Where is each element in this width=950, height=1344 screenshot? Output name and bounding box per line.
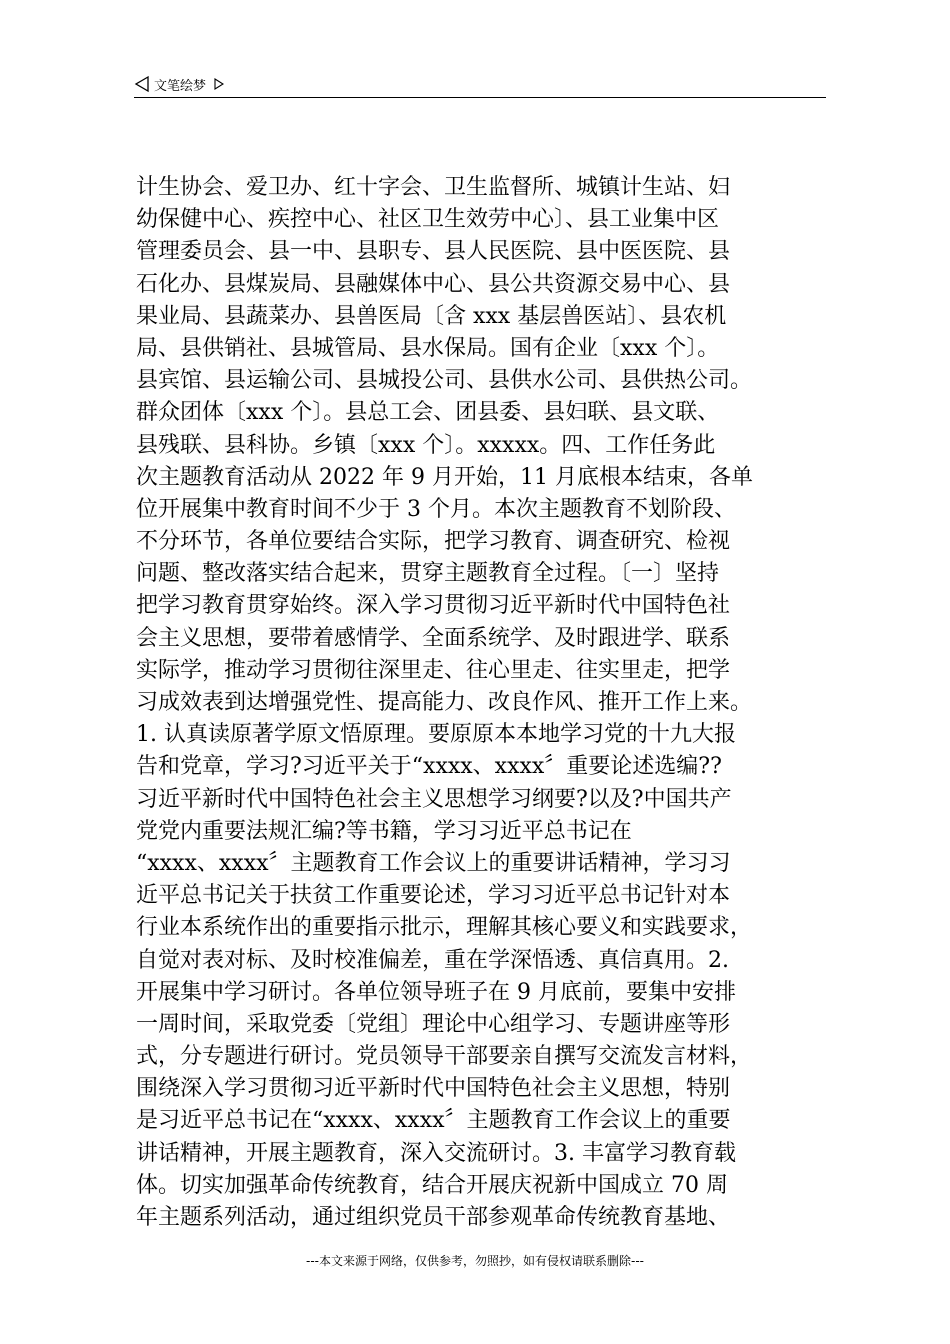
text-line: 讲话精神，开展主题教育，深入交流研讨。3. 丰富学习教育载 [136, 1140, 736, 1166]
text-line: 告和党章，学习?习近平关于“xxxx、xxxx〞重要论述选编?? [136, 754, 722, 780]
text-line: 党党内重要法规汇编?等书籍，学习习近平总书记在 [136, 818, 632, 844]
text-line: 习近平新时代中国特色社会主义思想学习纲要?以及?中国共产 [136, 786, 732, 812]
text-line: 是习近平总书记在“xxxx、xxxx〞主题教育工作会议上的重要 [136, 1108, 731, 1134]
text-line: 石化办、县煤炭局、县融媒体中心、县公共资源交易中心、县 [136, 271, 731, 297]
text-line: 习成效表到达增强党性、提高能力、改良作风、推开工作上来。 [136, 690, 753, 715]
header-divider [134, 97, 826, 98]
text-line: 把学习教育贯穿始终。深入学习贯彻习近平新时代中国特色社 [136, 593, 731, 619]
header-title: 文笔绘梦 [154, 78, 207, 94]
text-line: “xxxx、xxxx〞主题教育工作会议上的重要讲话精神，学习习 [136, 850, 731, 876]
text-line: 次主题教育活动从 2022 年 9 月开始，11 月底根本结束，各单 [136, 464, 753, 490]
text-line: 体。切实加强革命传统教育，结合开展庆祝新中国成立 70 周 [136, 1172, 728, 1198]
text-line: 近平总书记关于扶贫工作重要论述，学习习近平总书记针对本 [136, 883, 731, 909]
text-line: 行业本系统作出的重要指示批示，理解其核心要义和实践要求， [136, 915, 753, 941]
text-line: 开展集中学习研讨。各单位领导班子在 9 月底前，要集中安排 [136, 979, 736, 1005]
text-line: 一周时间，采取党委〔党组〕理论中心组学习、专题讲座等形 [136, 1011, 731, 1037]
text-line: 群众团体〔xxx 个〕。县总工会、团县委、县妇联、县文联、 [136, 400, 720, 426]
footer-disclaimer: ---本文来源于网络，仅供参考，勿照抄，如有侵权请联系删除--- [306, 1254, 644, 1268]
text-line: 位开展集中教育时间不少于 3 个月。本次主题教育不划阶段、 [136, 496, 736, 522]
triangle-left-icon [134, 75, 150, 93]
text-line: 围绕深入学习贯彻习近平新时代中国特色社会主义思想，特别 [136, 1076, 731, 1102]
text-line: 县宾馆、县运输公司、县城投公司、县供水公司、县供热公司。 [136, 368, 753, 394]
text-line: 不分环节，各单位要结合实际，把学习教育、调查研究、检视 [136, 529, 731, 555]
text-line: 果业局、县蔬菜办、县兽医局〔含 xxx 基层兽医站〕、县农机 [136, 303, 727, 329]
text-line: 计生协会、爱卫办、红十字会、卫生监督所、城镇计生站、妇 [136, 175, 731, 200]
text-line: 实际学，推动学习贯彻往深里走、往心里走、往实里走，把学 [136, 657, 731, 683]
text-line: 幼保健中心、疾控中心、社区卫生效劳中心〕、县工业集中区 [136, 207, 720, 233]
document-header [134, 74, 224, 94]
text-line: 县残联、县科协。乡镇〔xxx 个〕。xxxxx。四、工作任务此 [136, 432, 716, 458]
text-line: 自觉对表对标、及时校准偏差，重在学深悟透、真信真用。2. [136, 947, 729, 973]
text-line: 局、县供销社、县城管局、县水保局。国有企业〔xxx 个〕。 [136, 335, 720, 361]
text-line: 年主题系列活动，通过组织党员干部参观革命传统教育基地、 [136, 1205, 731, 1230]
text-line: 管理委员会、县一中、县职专、县人民医院、县中医医院、县 [136, 239, 731, 265]
text-line: 问题、整改落实结合起来，贯穿主题教育全过程。〔一〕坚持 [136, 561, 720, 587]
triangle-right-icon [214, 78, 224, 90]
text-line: 1. 认真读原著学原文悟原理。要原原本本地学习党的十九大报 [136, 722, 736, 748]
text-line: 式，分专题进行研讨。党员领导干部要亲自撰写交流发言材料， [136, 1044, 753, 1070]
body-text [136, 172, 836, 1234]
text-line: 会主义思想，要带着感情学、全面系统学、及时跟进学、联系 [136, 625, 731, 651]
